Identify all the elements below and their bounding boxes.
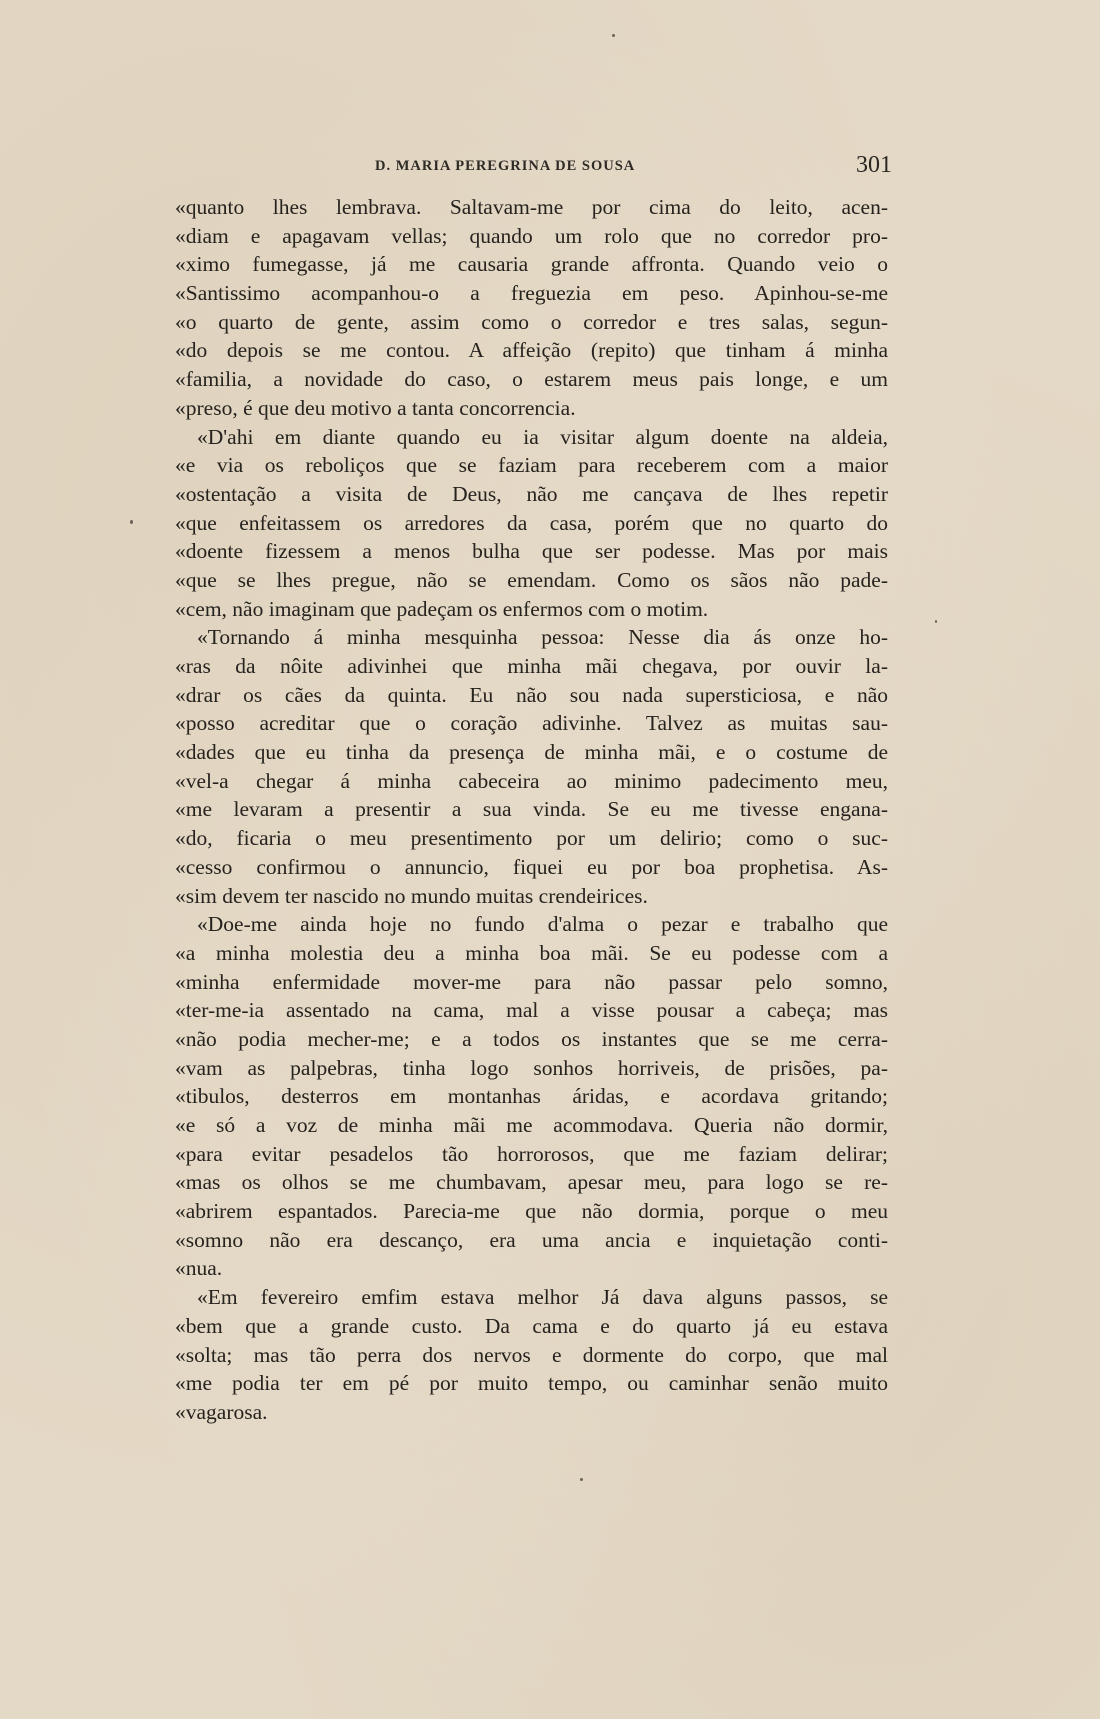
page-number: 301: [856, 152, 892, 178]
text-line: «sim devem ter nascido no mundo muitas crendeirices.: [175, 883, 648, 908]
text-line: «somno não era descanço, era uma ancia e inquietação conti-: [175, 1227, 888, 1252]
text-line: «do depois se me contou. A affeição (repito) que tinham á minha: [175, 338, 888, 363]
text-line: «bem que a grande custo. Da cama e do quarto já eu estava: [175, 1313, 888, 1338]
text-line: «dades que eu tinha da presença de minha mãi, e o costume de: [175, 740, 888, 765]
text-line: «não podia mecher-me; e a todos os instantes que se me cerra-: [175, 1026, 888, 1051]
text-line: «ter-me-ia assentado na cama, mal a visse pousar a cabeça; mas: [175, 998, 888, 1023]
text-line: «vel-a chegar á minha cabeceira ao minimo padecimento meu,: [175, 768, 888, 793]
text-line: «mas os olhos se me chumbavam, apesar meu, para logo se re-: [175, 1170, 888, 1195]
text-line: «Doe-me ainda hoje no fundo d'alma o pezar e trabalho que: [197, 912, 888, 937]
text-line: «me levaram a presentir a sua vinda. Se eu me tivesse engana-: [175, 797, 888, 822]
text-line: «abrirem espantados. Parecia-me que não dormia, porque o meu: [175, 1199, 888, 1224]
paper-speck: [935, 620, 937, 623]
text-line: «nua.: [175, 1256, 223, 1281]
text-line: «me podia ter em pé por muito tempo, ou caminhar senão muito: [175, 1371, 888, 1396]
running-head: D. MARIA PEREGRINA DE SOUSA: [375, 158, 636, 174]
text-line: «doente fizessem a menos bulha que ser podesse. Mas por mais: [175, 539, 888, 564]
text-line: «vam as palpebras, tinha logo sonhos horriveis, de prisões, pa-: [175, 1055, 888, 1080]
text-line: «preso, é que deu motivo a tanta concorrencia.: [175, 395, 576, 420]
text-line: «e via os reboliços que se faziam para receberem com a maior: [175, 453, 888, 478]
text-line: «o quarto de gente, assim como o corredor e tres salas, segun-: [175, 309, 888, 334]
body-text: [175, 193, 888, 1427]
text-line: «minha enfermidade mover-me para não passar pelo somno,: [175, 969, 888, 994]
text-line: «ras da nôite adivinhei que minha mãi chegava, por ouvir la-: [175, 654, 888, 678]
paper-speck: [130, 520, 133, 524]
text-line: «tibulos, desterros em montanhas áridas, e acordava gritando;: [175, 1084, 888, 1109]
text-line: «D'ahi em diante quando eu ia visitar algum doente na aldeia,: [197, 424, 888, 449]
text-line: «que enfeitassem os arredores da casa, porém que no quarto do: [175, 510, 888, 535]
text-line: «Santissimo acompanhou-o a freguezia em peso. Apinhou-se-me: [175, 281, 888, 306]
text-line: «drar os cães da quinta. Eu não sou nada supersticiosa, e não: [175, 682, 888, 707]
paper-speck: [612, 34, 615, 37]
text-line: «para evitar pesadelos tão horrorosos, que me faziam delirar;: [175, 1141, 888, 1166]
paper-speck: [580, 1478, 583, 1481]
text-line: «e só a voz de minha mãi me acommodava. Queria não dormir,: [175, 1113, 888, 1137]
text-line: «posso acreditar que o coração adivinhe. Talvez as muitas sau-: [175, 711, 888, 736]
text-line: «Em fevereiro emfim estava melhor Já dava alguns passos, se: [197, 1285, 888, 1310]
text-line: «cem, não imaginam que padeçam os enfermos com o motim.: [175, 596, 709, 621]
text-line: «a minha molestia deu a minha boa mãi. Se eu podesse com a: [175, 940, 888, 965]
text-line: «cesso confirmou o annuncio, fiquei eu por boa prophetisa. As-: [175, 854, 888, 879]
text-line: «diam e apagavam vellas; quando um rolo que no corredor pro-: [175, 223, 888, 248]
text-line: «solta; mas tão perra dos nervos e dormente do corpo, que mal: [175, 1342, 888, 1367]
text-line: «Tornando á minha mesquinha pessoa: Nesse dia ás onze ho-: [197, 625, 888, 650]
text-line: «ostentação a visita de Deus, não me cançava de lhes repetir: [175, 481, 888, 506]
text-line: «quanto lhes lembrava. Saltavam-me por cima do leito, acen-: [175, 195, 888, 219]
text-line: «familia, a novidade do caso, o estarem meus pais longe, e um: [175, 367, 888, 392]
text-line: «vagarosa.: [175, 1399, 268, 1424]
text-line: «que se lhes pregue, não se emendam. Como os sãos não pade-: [175, 567, 888, 592]
page-header: [175, 152, 892, 180]
text-line: «do, ficaria o meu presentimento por um delirio; como o suc-: [175, 826, 888, 851]
text-line: «ximo fumegasse, já me causaria grande affronta. Quando veio o: [175, 252, 888, 277]
